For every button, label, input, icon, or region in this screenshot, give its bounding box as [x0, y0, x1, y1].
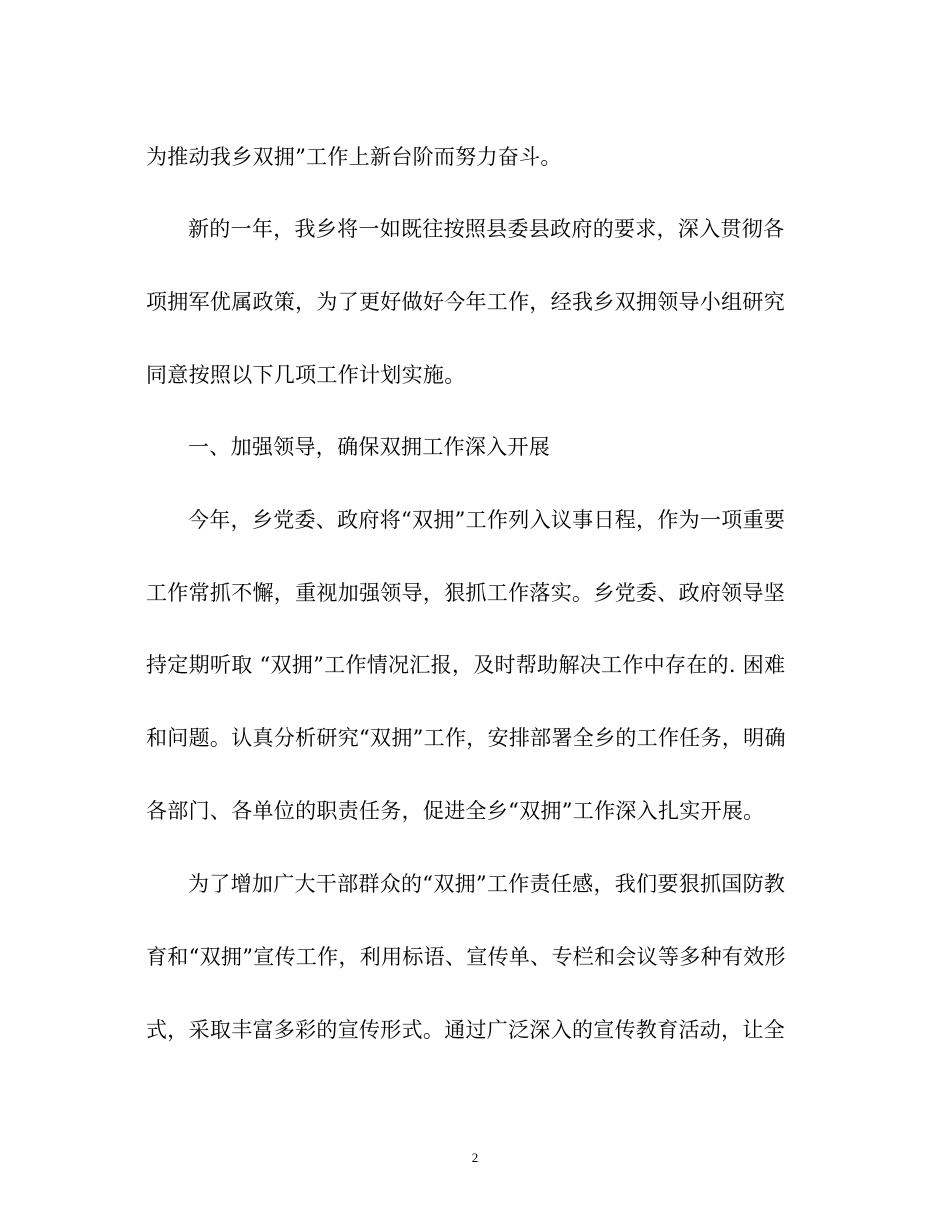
section-heading-1: 一、加强领导，确保双拥工作深入开展	[188, 435, 551, 459]
text-line-6: 今年，乡党委、政府将“双拥”工作列入议事日程，作为一项重要	[188, 508, 786, 532]
page-number: 2	[471, 1150, 479, 1165]
text-line-1: 为推动我乡双拥”工作上新台阶而努力奋斗。	[146, 145, 562, 169]
text-line-12: 育和“双拥”宣传工作，利用标语、宣传单、专栏和会议等多种有效形	[146, 945, 786, 969]
text-line-9: 和问题。认真分析研究“双拥”工作，安排部署全乡的工作任务，明确	[146, 726, 786, 750]
text-line-11: 为了增加广大干部群众的“双拥”工作责任感，我们要狠抓国防教	[188, 872, 786, 896]
text-line-2: 新的一年，我乡将一如既往按照县委县政府的要求，深入贯彻各	[188, 217, 785, 241]
text-line-8: 持定期听取 “双拥”工作情况汇报，及时帮助解决工作中存在的. 困难	[146, 653, 786, 677]
text-line-13: 式，采取丰富多彩的宣传形式。通过广泛深入的宣传教育活动，让全	[146, 1018, 785, 1042]
text-line-4: 同意按照以下几项工作计划实施。	[146, 363, 466, 387]
text-line-3: 项拥军优属政策，为了更好做好今年工作，经我乡双拥领导小组研究	[146, 290, 785, 314]
text-line-10: 各部门、各单位的职责任务，促进全乡“双拥”工作深入扎实开展。	[146, 799, 765, 823]
text-line-7: 工作常抓不懈，重视加强领导，狠抓工作落实。乡党委、政府领导坚	[146, 581, 785, 605]
